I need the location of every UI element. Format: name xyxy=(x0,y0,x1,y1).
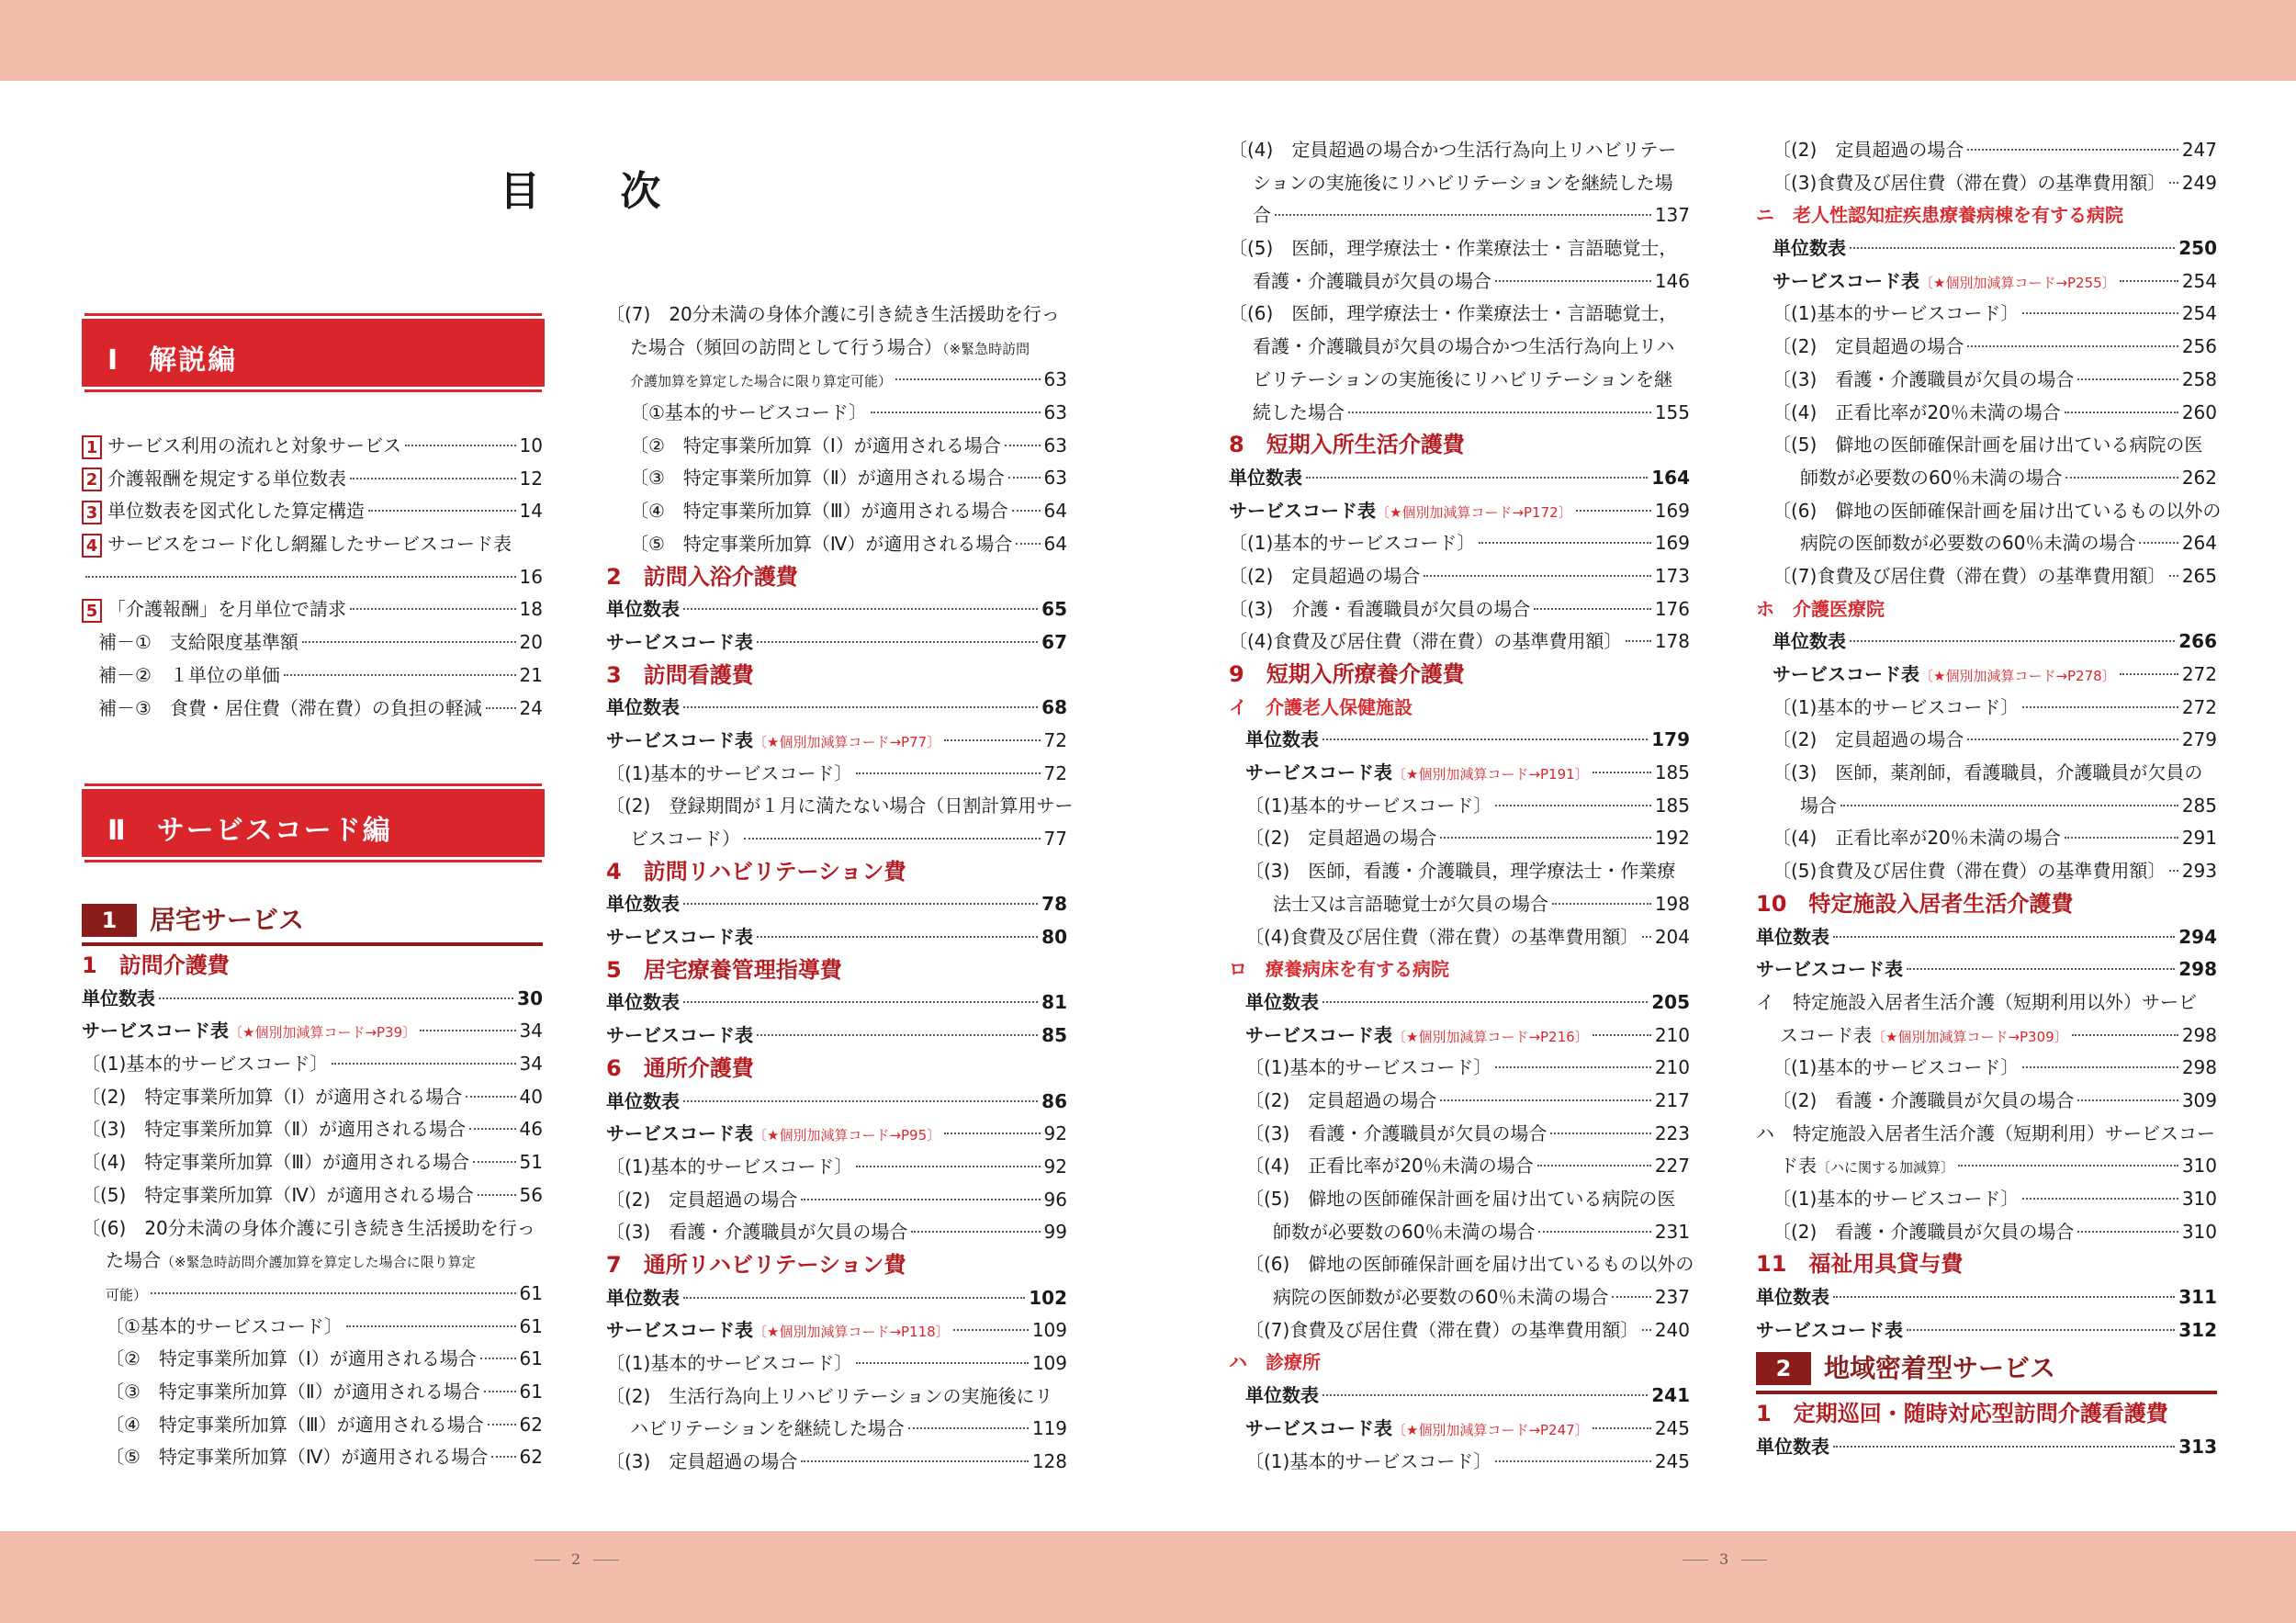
toc-entry[interactable]: 〔(2) 特定事業所加算（Ⅰ）が適用される場合 40 xyxy=(82,1085,543,1108)
toc-entry[interactable]: 〔(3) 定員超過の場合 128 xyxy=(606,1450,1067,1473)
heading-home-visit-care[interactable]: 1 訪問介護費 xyxy=(82,952,230,978)
toc-entry[interactable]: ハ 特定施設入居者生活介護（短期利用）サービスコー xyxy=(1756,1121,2215,1144)
toc-entry[interactable]: 〔(1)基本的サービスコード〕 185 xyxy=(1245,794,1690,817)
toc-entry-continuation[interactable]: 師数が必要数の60％未満の場合 231 xyxy=(1273,1220,1690,1243)
toc-entry[interactable]: 〔② 特定事業所加算（Ⅰ）が適用される場合 63 xyxy=(630,434,1067,456)
toc-entry[interactable]: 〔(1)基本的サービスコード〕 92 xyxy=(606,1155,1067,1178)
category-bar-community-services: 2 地域密着型サービス xyxy=(1756,1350,2217,1394)
toc-entry[interactable]: サービスコード表 312 xyxy=(1756,1318,2217,1341)
toc-entry[interactable]: サービスコード表〔★個別加減算コード→P255〕 254 xyxy=(1773,269,2217,292)
toc-entry[interactable]: サービスコード表〔★個別加減算コード→P247〕 245 xyxy=(1245,1416,1690,1439)
toc-entry[interactable]: 5 「介護報酬」を月単位で請求 18 xyxy=(82,593,543,626)
toc-entry[interactable]: 〔(5) 特定事業所加算（Ⅳ）が適用される場合 56 xyxy=(82,1183,543,1206)
toc-entry[interactable]: 〔(2) 定員超過の場合 247 xyxy=(1773,139,2217,161)
toc-entry[interactable]: 〔③ 特定事業所加算（Ⅱ）が適用される場合 61 xyxy=(106,1380,543,1403)
toc-entry[interactable]: サービスコード表〔★個別加減算コード→P39〕 34 xyxy=(82,1020,543,1043)
category-bar-home-services: 1 居宅サービス xyxy=(82,902,543,946)
toc-entry[interactable]: サービスコード表〔★個別加減算コード→P77〕 72 xyxy=(606,728,1067,751)
toc-entry[interactable]: 〔(2) 定員超過の場合 217 xyxy=(1245,1088,1690,1111)
heading-visit-rehab[interactable]: 4 訪問リハビリテーション費 xyxy=(606,858,906,885)
toc-entry[interactable]: 〔(3) 医師，看護・介護職員，理学療法士・作業療 xyxy=(1245,860,1676,883)
toc-entry[interactable]: 〔(4)食費及び居住費（滞在費）の基準費用額〕 204 xyxy=(1245,925,1690,948)
toc-entry-continuation[interactable]: 介護加算を算定した場合に限り算定可能） 63 xyxy=(630,368,1067,391)
toc-entry[interactable]: 1 サービス利用の流れと対象サービス 10 xyxy=(82,430,543,463)
heading-periodic-visit[interactable]: 1 定期巡回・随時対応型訪問介護看護費 xyxy=(1756,1401,2168,1427)
toc-entry-continuation[interactable]: ションの実施後にリハビリテーションを継続した場 xyxy=(1253,171,1673,194)
toc-entry[interactable]: 〔(3) 看護・介護職員が欠員の場合 223 xyxy=(1245,1121,1690,1144)
toc-entry-continuation[interactable]: 看護・介護職員が欠員の場合 146 xyxy=(1253,269,1690,292)
toc-entry-continuation[interactable]: 16 xyxy=(82,561,543,594)
toc-entry[interactable]: サービスコード表〔★個別加減算コード→P118〕 109 xyxy=(606,1319,1067,1342)
toc-entry-continuation[interactable]: ド表〔ハに関する加減算〕 310 xyxy=(1780,1155,2217,1178)
toc-entry[interactable]: 単位数表 78 xyxy=(606,893,1067,916)
toc-entry[interactable]: 〔(3)食費及び居住費（滞在費）の基準費用額〕 249 xyxy=(1773,171,2217,194)
toc-entry[interactable]: 〔(1)基本的サービスコード〕 272 xyxy=(1773,695,2217,718)
toc-entry[interactable]: 単位数表 102 xyxy=(606,1286,1067,1309)
toc-entry[interactable]: サービスコード表 80 xyxy=(606,926,1067,949)
subheading-clinic[interactable]: ハ 診療所 xyxy=(1229,1351,1321,1374)
toc-entry[interactable]: 〔(1)基本的サービスコード〕 298 xyxy=(1773,1056,2217,1079)
toc-entry[interactable]: 〔(6) 20分未満の身体介護に引き続き生活援助を行っ xyxy=(82,1216,535,1239)
toc-column-1-intro xyxy=(82,430,543,725)
heading-short-stay-medical[interactable]: 9 短期入所療養介護費 xyxy=(1229,661,1465,687)
toc-entry[interactable]: 補－② １単位の単価 21 xyxy=(98,663,543,686)
toc-entry-continuation[interactable]: スコード表〔★個別加減算コード→P309〕 298 xyxy=(1780,1023,2217,1046)
toc-entry[interactable]: 単位数表 313 xyxy=(1756,1436,2217,1459)
toc-entry-continuation[interactable]: 続した場合 155 xyxy=(1253,400,1690,423)
toc-entry[interactable]: 単位数表 30 xyxy=(82,986,543,1009)
toc-entry[interactable]: サービスコード表 67 xyxy=(606,630,1067,653)
heading-short-stay-living[interactable]: 8 短期入所生活介護費 xyxy=(1229,432,1465,458)
section-banner-explanation: Ⅰ 解説編 xyxy=(82,319,545,387)
toc-entry[interactable]: 〔⑤ 特定事業所加算（Ⅳ）が適用される場合 62 xyxy=(106,1446,543,1469)
bottom-band xyxy=(0,1531,2296,1623)
heading-specified-facility[interactable]: 10 特定施設入居者生活介護費 xyxy=(1756,890,2074,917)
subheading-long-term-care-hospital[interactable]: ロ 療養病床を有する病院 xyxy=(1229,958,1449,981)
toc-entry[interactable]: 〔(5) 僻地の医師確保計画を届け出ている病院の医 xyxy=(1773,434,2203,456)
toc-entry-continuation[interactable]: 法士又は言語聴覚士が欠員の場合 198 xyxy=(1273,892,1690,915)
toc-entry[interactable]: 〔(3) 介護・看護職員が欠員の場合 176 xyxy=(1229,597,1690,620)
heading-welfare-equipment[interactable]: 11 福祉用具貸与費 xyxy=(1756,1251,1964,1278)
toc-entry[interactable]: 単位数表 311 xyxy=(1756,1286,2217,1309)
subheading-dementia-ward-hospital[interactable]: ニ 老人性認知症疾患療養病棟を有する病院 xyxy=(1756,204,2123,227)
toc-entry[interactable]: 補－① 支給限度基準額 20 xyxy=(98,631,543,654)
toc-entry[interactable]: サービスコード表〔★個別加減算コード→P191〕 185 xyxy=(1245,761,1690,784)
toc-entry[interactable]: 単位数表 86 xyxy=(606,1089,1067,1112)
heading-day-rehab[interactable]: 7 通所リハビリテーション費 xyxy=(606,1251,906,1278)
toc-entry-continuation[interactable]: 師数が必要数の60％未満の場合 262 xyxy=(1800,466,2217,489)
toc-entry[interactable]: 〔(5)食費及び居住費（滞在費）の基準費用額〕 293 xyxy=(1773,860,2217,883)
toc-entry-continuation[interactable]: 病院の医師数が必要数の60％未満の場合 237 xyxy=(1273,1286,1690,1309)
toc-entry[interactable]: 〔(1)基本的サービスコード〕 34 xyxy=(82,1053,543,1076)
toc-entry-continuation[interactable]: ハビリテーションを継続した場合 119 xyxy=(630,1417,1067,1440)
toc-entry[interactable]: 〔(5) 医師，理学療法士・作業療法士・言語聴覚士， xyxy=(1229,237,1678,260)
toc-entry[interactable]: 〔(2) 定員超過の場合 96 xyxy=(606,1188,1067,1211)
toc-entry[interactable]: 〔(1)基本的サービスコード〕 310 xyxy=(1773,1188,2217,1210)
toc-entry[interactable]: 〔(6) 医師，理学療法士・作業療法士・言語聴覚士， xyxy=(1229,302,1678,325)
toc-entry[interactable]: 単位数表 65 xyxy=(606,598,1067,621)
toc-entry[interactable]: 〔①基本的サービスコード〕 63 xyxy=(630,401,1067,424)
toc-entry[interactable]: 〔(2) 生活行為向上リハビリテーションの実施後にリ xyxy=(606,1384,1053,1407)
toc-entry-continuation[interactable]: 可能） 61 xyxy=(106,1281,543,1304)
toc-entry[interactable]: 〔(1)基本的サービスコード〕 254 xyxy=(1773,302,2217,325)
page-title: 目 次 xyxy=(500,168,694,215)
toc-entry[interactable]: 〔(2) 定員超過の場合 256 xyxy=(1773,335,2217,358)
toc-entry[interactable]: 〔(6) 僻地の医師確保計画を届け出ているもの以外の xyxy=(1773,499,2222,522)
heading-day-care[interactable]: 6 通所介護費 xyxy=(606,1054,754,1081)
toc-entry[interactable]: 〔⑤ 特定事業所加算（Ⅳ）が適用される場合 64 xyxy=(630,532,1067,555)
toc-entry[interactable]: 単位数表 81 xyxy=(606,991,1067,1014)
heading-home-medical-guidance[interactable]: 5 居宅療養管理指導費 xyxy=(606,956,842,983)
toc-entry[interactable]: 〔(4) 正看比率が20％未満の場合 227 xyxy=(1245,1155,1690,1178)
toc-column-1-services xyxy=(82,902,543,1474)
toc-entry[interactable]: 〔(5) 僻地の医師確保計画を届け出ている病院の医 xyxy=(1245,1188,1676,1210)
toc-entry[interactable]: 〔(1)基本的サービスコード〕 169 xyxy=(1229,532,1690,555)
toc-entry[interactable]: 〔(3) 特定事業所加算（Ⅱ）が適用される場合 46 xyxy=(82,1118,543,1141)
toc-entry-continuation[interactable]: ビスコード） 77 xyxy=(630,828,1067,850)
toc-entry[interactable]: サービスコード表 85 xyxy=(606,1024,1067,1047)
toc-entry[interactable]: 〔(2) 定員超過の場合 279 xyxy=(1773,728,2217,751)
top-band xyxy=(0,0,2296,81)
toc-entry[interactable]: 〔(7)食費及び居住費（滞在費）の基準費用額〕 265 xyxy=(1773,564,2217,587)
toc-entry-continuation[interactable]: た場合（頻回の訪問として行う場合）（※緊急時訪問 xyxy=(630,335,1030,358)
page-number-right: 3 xyxy=(1671,1550,1778,1568)
toc-column-2 xyxy=(606,299,1074,1479)
toc-entry[interactable]: 単位数表 266 xyxy=(1773,630,2217,653)
toc-entry[interactable]: 単位数表 164 xyxy=(1229,466,1690,489)
toc-entry-continuation[interactable]: た場合（※緊急時訪問介護加算を算定した場合に限り算定 xyxy=(106,1249,476,1272)
toc-entry[interactable]: 単位数表 205 xyxy=(1245,990,1690,1013)
toc-entry[interactable]: 単位数表 241 xyxy=(1245,1384,1690,1407)
toc-entry[interactable]: 〔(2) 登録期間が１月に満たない場合（日割計算用サー xyxy=(606,795,1074,817)
toc-entry[interactable]: 〔(1)基本的サービスコード〕 72 xyxy=(606,761,1067,784)
toc-entry[interactable]: 4 サービスをコード化し網羅したサービスコード表 xyxy=(82,528,543,561)
toc-entry[interactable]: サービスコード表〔★個別加減算コード→P95〕 92 xyxy=(606,1122,1067,1145)
toc-entry[interactable]: 〔(7) 20分未満の身体介護に引き続き生活援助を行っ xyxy=(606,303,1060,325)
toc-entry[interactable]: 〔③ 特定事業所加算（Ⅱ）が適用される場合 63 xyxy=(630,467,1067,490)
toc-entry[interactable]: 〔(1)基本的サービスコード〕 245 xyxy=(1245,1449,1690,1472)
section-banner-service-code: Ⅱ サービスコード編 xyxy=(82,789,545,857)
toc-entry[interactable]: サービスコード表 298 xyxy=(1756,958,2217,981)
toc-entry[interactable]: 〔(1)基本的サービスコード〕 210 xyxy=(1245,1056,1690,1079)
toc-entry[interactable]: 〔(3) 看護・介護職員が欠員の場合 258 xyxy=(1773,367,2217,390)
toc-entry[interactable]: 単位数表 179 xyxy=(1245,728,1690,751)
toc-entry[interactable]: 〔(3) 医師，薬剤師，看護職員，介護職員が欠員の xyxy=(1773,761,2203,784)
toc-entry[interactable]: 〔② 特定事業所加算（Ⅰ）が適用される場合 61 xyxy=(106,1347,543,1370)
toc-entry[interactable]: 〔①基本的サービスコード〕 61 xyxy=(106,1314,543,1337)
subheading-health-facility[interactable]: イ 介護老人保健施設 xyxy=(1229,695,1412,718)
subheading-care-medical-institute[interactable]: ホ 介護医療院 xyxy=(1756,597,1885,620)
toc-entry[interactable]: 〔(3) 看護・介護職員が欠員の場合 99 xyxy=(606,1221,1067,1244)
toc-entry[interactable]: 〔(4) 特定事業所加算（Ⅲ）が適用される場合 51 xyxy=(82,1151,543,1174)
toc-entry[interactable]: 〔(2) 看護・介護職員が欠員の場合 310 xyxy=(1773,1220,2217,1243)
toc-entry[interactable]: 〔(4) 正看比率が20％未満の場合 291 xyxy=(1773,827,2217,850)
heading-visit-bathing[interactable]: 2 訪問入浴介護費 xyxy=(606,563,798,590)
toc-entry[interactable]: 〔(2) 看護・介護職員が欠員の場合 309 xyxy=(1773,1088,2217,1111)
heading-visit-nursing[interactable]: 3 訪問看護費 xyxy=(606,661,754,688)
toc-column-4 xyxy=(1756,134,2222,1464)
toc-entry[interactable]: サービスコード表〔★個別加減算コード→P172〕 169 xyxy=(1229,499,1690,522)
toc-entry[interactable]: 〔(4)食費及び居住費（滞在費）の基準費用額〕 178 xyxy=(1229,630,1690,653)
toc-entry[interactable]: サービスコード表〔★個別加減算コード→P278〕 272 xyxy=(1773,663,2217,685)
toc-entry-continuation[interactable]: 看護・介護職員が欠員の場合かつ生活行為向上リハ xyxy=(1253,335,1675,358)
toc-entry[interactable]: 補－③ 食費・居住費（滞在費）の負担の軽減 24 xyxy=(98,696,543,719)
toc-entry[interactable]: 単位数表 294 xyxy=(1756,925,2217,948)
toc-entry[interactable]: 〔(4) 定員超過の場合かつ生活行為向上リハビリテー xyxy=(1229,139,1677,161)
toc-entry[interactable]: 〔④ 特定事業所加算（Ⅲ）が適用される場合 62 xyxy=(106,1413,543,1436)
page-number-left: 2 xyxy=(523,1550,630,1568)
toc-entry[interactable]: 3 単位数表を図式化した算定構造 14 xyxy=(82,495,543,528)
toc-entry[interactable]: 〔(1)基本的サービスコード〕 109 xyxy=(606,1352,1067,1374)
toc-entry[interactable]: 〔(6) 僻地の医師確保計画を届け出ているもの以外の xyxy=(1245,1253,1694,1276)
toc-entry-continuation[interactable]: 合 137 xyxy=(1253,204,1690,227)
toc-entry[interactable]: イ 特定施設入居者生活介護（短期利用以外）サービ xyxy=(1756,990,2197,1013)
toc-entry-continuation[interactable]: 病院の医師数が必要数の60％未満の場合 264 xyxy=(1800,532,2217,555)
toc-entry-continuation[interactable]: 場合 285 xyxy=(1800,794,2217,817)
toc-entry[interactable]: 〔(2) 定員超過の場合 192 xyxy=(1245,827,1690,850)
toc-entry[interactable]: 単位数表 68 xyxy=(606,696,1067,719)
toc-column-3 xyxy=(1229,134,1694,1478)
toc-entry[interactable]: 〔(4) 正看比率が20％未満の場合 260 xyxy=(1773,400,2217,423)
toc-entry[interactable]: 単位数表 250 xyxy=(1773,237,2217,260)
toc-entry[interactable]: 〔④ 特定事業所加算（Ⅲ）が適用される場合 64 xyxy=(630,500,1067,523)
toc-entry[interactable]: サービスコード表〔★個別加減算コード→P216〕 210 xyxy=(1245,1023,1690,1046)
toc-entry[interactable]: 2 介護報酬を規定する単位数表 12 xyxy=(82,463,543,496)
toc-entry-continuation[interactable]: ビリテーションの実施後にリハビリテーションを継 xyxy=(1253,367,1672,390)
toc-entry[interactable]: 〔(7)食費及び居住費（滞在費）の基準費用額〕 240 xyxy=(1245,1318,1690,1341)
toc-entry[interactable]: 〔(2) 定員超過の場合 173 xyxy=(1229,564,1690,587)
